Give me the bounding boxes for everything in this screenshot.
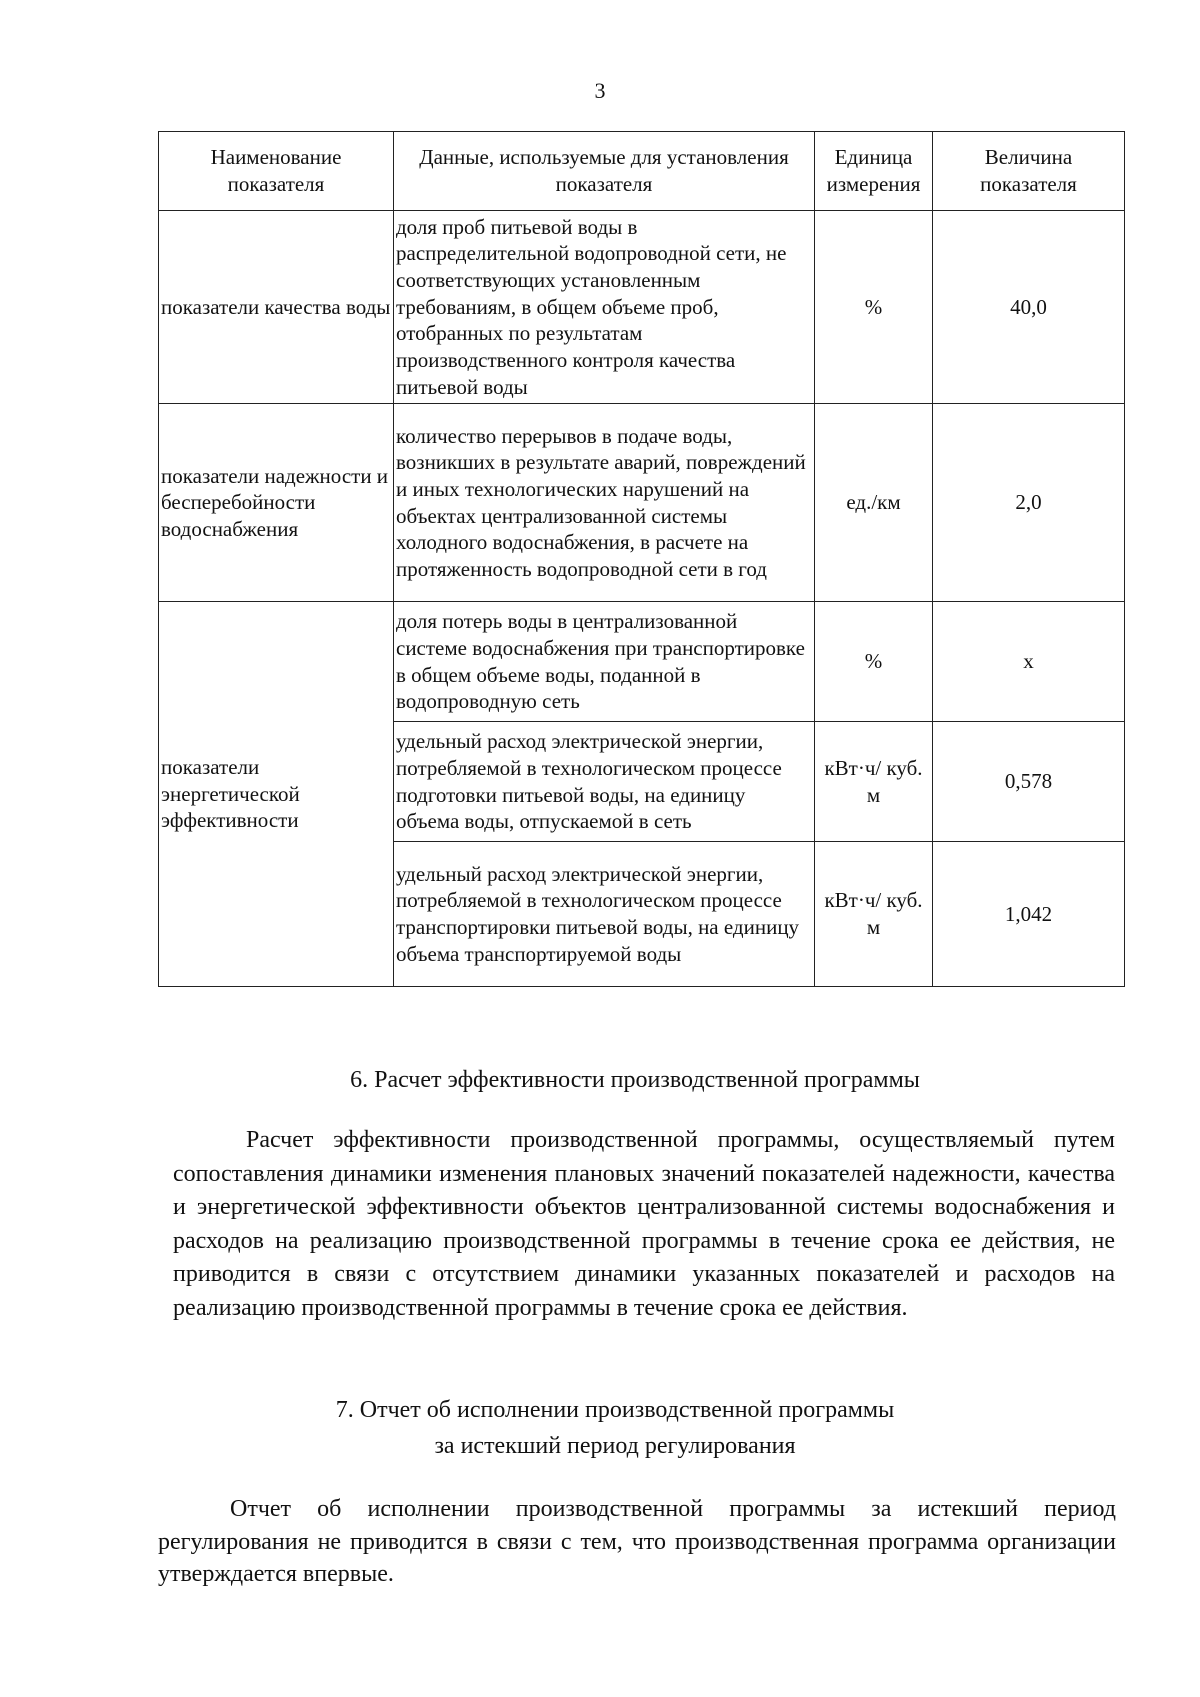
indicator-data: количество перерывов в подаче воды, возникших в результате аварий, повреждений и иных технологических нарушений на объектах централизованной системы холодного водоснабжения, в расчете на протяженность водопроводной сети в год: [394, 404, 815, 602]
indicator-group-name: показатели качества воды: [159, 211, 394, 404]
indicator-group-name: показатели надежности и бесперебойности водоснабжения: [159, 404, 394, 602]
indicators-table: [158, 131, 1125, 987]
indicator-unit: кВт·ч/ куб. м: [815, 842, 933, 987]
indicator-value: 40,0: [933, 211, 1125, 404]
indicator-value: 1,042: [933, 842, 1125, 987]
section-7-heading-line-1: 7. Отчет об исполнении производственной программы: [335, 1397, 895, 1423]
section-7-paragraph: Отчет об исполнении производственной программы за истекший период регулирования не приводится в связи с тем, что производственная программа организации утверждается впервые.: [158, 1496, 1116, 1587]
section-7-heading-line-2: за истекший период регулирования: [434, 1433, 796, 1459]
indicator-unit: кВт·ч/ куб. м: [815, 722, 933, 842]
indicator-value: х: [933, 602, 1125, 722]
indicator-data: доля потерь воды в централизованной системе водоснабжения при транспортировке в общем объеме воды, поданной в водопроводную сеть: [394, 602, 815, 722]
table-header-row: [159, 132, 1125, 211]
indicator-value: 0,578: [933, 722, 1125, 842]
indicator-data: удельный расход электрической энергии, потребляемой в технологическом процессе транспортировки питьевой воды, на единицу объема транспортируемой воды: [394, 842, 815, 987]
header-unit: Единица измерения: [815, 132, 933, 211]
table-row: [159, 602, 1125, 722]
indicator-data: удельный расход электрической энергии, потребляемой в технологическом процессе подготовки питьевой воды, на единицу объема воды, отпускаемой в сеть: [394, 722, 815, 842]
indicator-group-name: показатели энергетической эффективности: [159, 602, 394, 987]
header-indicator-name: Наименование показателя: [159, 132, 394, 211]
indicator-unit: ед./км: [815, 404, 933, 602]
indicator-value: 2,0: [933, 404, 1125, 602]
header-value: Величина показателя: [933, 132, 1125, 211]
header-indicator-data: Данные, используемые для установления показателя: [394, 132, 815, 211]
page-number: 3: [594, 78, 606, 103]
section-6-heading: 6. Расчет эффективности производственной программы: [350, 1067, 920, 1093]
section-6-paragraph: Расчет эффективности производственной программы, осуществляемый путем сопоставления динамики изменения плановых значений показателей надежности, качества и энергетической эффективности объектов централизованной системы водоснабжения и расходов на реализацию производственной программы в течение срока ее действия, не приводится в связи с отсутствием динамики указанных показателей и расходов на реализацию производственной программы в течение срока ее действия.: [173, 1127, 1115, 1321]
section-7-heading: [0, 1392, 1200, 1464]
table-row: [159, 404, 1125, 602]
indicator-unit: %: [815, 211, 933, 404]
table-row: [159, 211, 1125, 404]
indicator-data: доля проб питьевой воды в распределительной водопроводной сети, не соответствующих установленным требованиям, в общем объеме проб, отобранных по результатам производственного контроля качества питьевой воды: [394, 211, 815, 404]
indicator-unit: %: [815, 602, 933, 722]
